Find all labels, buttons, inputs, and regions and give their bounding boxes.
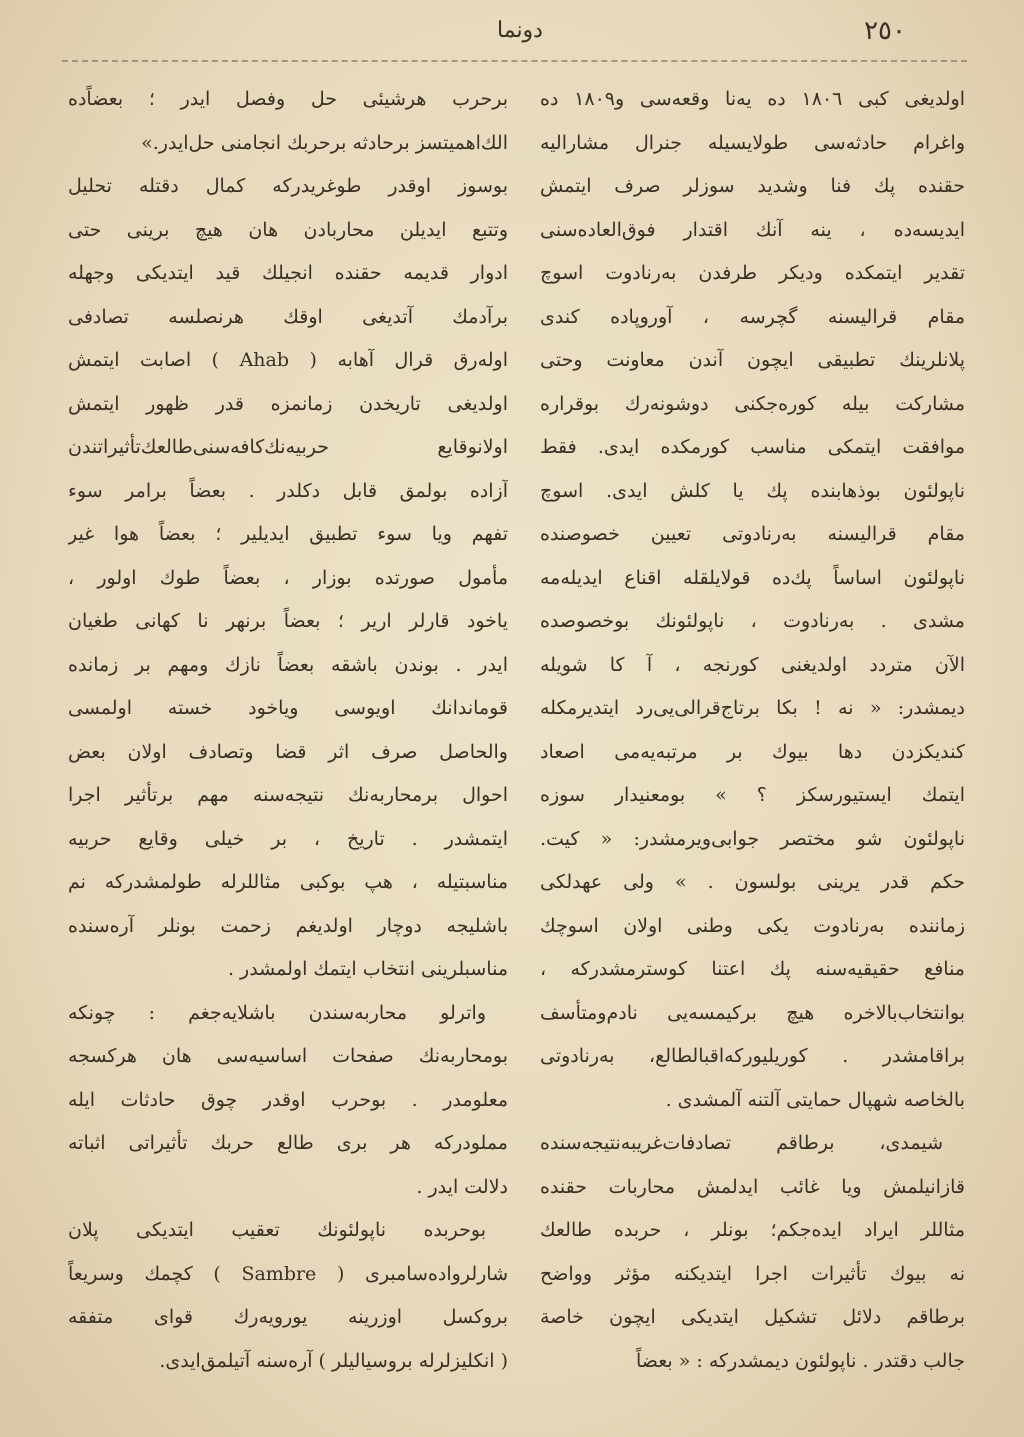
text-line: برآدمك آتدیغی اوقك هرنصلسه تصادفی [68, 305, 508, 328]
text-line: ادوار قدیمه حقنده انجیلك قید ایتدیكی وجهله [68, 262, 508, 284]
text-line: بوحربده ناپولئونك تعقیب ایتدیكی پلان [68, 1219, 486, 1241]
text-line: واترلو محاربه‌سندن باشلایه‌جغم : چونكه [68, 1001, 486, 1024]
text-line: معلومدر . بوحرب اوقدر چوق حادثات ایله [68, 1088, 508, 1111]
page-header [0, 0, 1024, 60]
text-line: منافع حقیقیه‌سنه پك اعتنا كوسترمشدركه ، [540, 958, 965, 980]
left-text-column [68, 78, 508, 1383]
text-line: باشلیجه دوچار اولدیغم زحمت بونلر آره‌سنده [68, 914, 508, 937]
text-line: مشاركت بیله كوره‌جكنی دوشونه‌رك بوقراره [540, 392, 965, 415]
text-line: یاخود قارلر اریر ؛ بعضاً برنهر نا كهانی طغیان [68, 610, 508, 632]
text-line: بروكسل اوزرینه یورویه‌رك قوای متفقه [68, 1306, 508, 1328]
text-line: والحاصل صرف اثر قضا وتصادف اولان بعض [68, 740, 508, 763]
text-line: ناپولئون شو مختصر جوابی‌ویرمشدر: « كیت. [540, 827, 965, 850]
text-line: مناسبتیله ، هپ بوكبی مثاللرله طولمشدركه نم [68, 871, 508, 893]
text-line: اولانوقایع حربیه‌نك‌كافه‌سنی‌طالعك‌تأثیراتندن [68, 436, 508, 458]
running-title: دونما [497, 18, 543, 43]
text-line: تفهم ویا سوء تطبیق ایدیلیر ؛ بعضاً هوا غیر [68, 523, 508, 545]
text-line: مثاللر ایراد ایده‌جكم؛ بونلر ، حربده طالعك [540, 1219, 965, 1241]
text-line: آزاده بولمق قابل دكلدر . بعضاً برامر سوء [68, 479, 508, 502]
text-line: حقنده پك فنا وشدید سوزلر صرف ایتمش [540, 175, 965, 197]
text-line: بالخاصه شهپال حمایتی آلتنه آلمشدی . [665, 1088, 965, 1111]
text-line: حكم قدر یرینی بولسون . » ولی عهدلكی [540, 871, 965, 893]
page-number: ٢٥٠ [864, 16, 906, 46]
text-line: مشدی . بەرنادوت ، ناپولئونك بوخصوصده [540, 610, 965, 632]
text-line: بوسوز اوقدر طوغریدركه كمال دقتله تحلیل [68, 175, 508, 197]
text-line: بومحاربه‌نك صفحات اساسیه‌سی هان هركسجه [68, 1045, 508, 1067]
header-divider [62, 60, 967, 62]
text-line: الك‌اهمیتسز برحادثه برحربك انجامنی حل‌ایدر.» [141, 131, 508, 154]
text-line: مملودركه هر بری طالع حربك تأثیراتی اثباته [68, 1132, 508, 1154]
text-line: تقدیر ایتمكده ودیكر طرفدن بەرنادوت اسوچ [540, 262, 965, 284]
text-line: اولدیغی تاریخدن زمانمزه قدر ظهور ایتمش [68, 392, 508, 415]
text-line: ایتمك ایستیورسكز ؟ » بومعنیدار سوزه [540, 784, 965, 806]
text-line: واغرام حادثه‌سی طولایسیله جنرال مشارالیه [540, 131, 965, 154]
text-line: شیمدی، برطاقم تصادفات‌غریبه‌نتیجه‌سنده [540, 1132, 943, 1154]
text-line: نه بیوك تأثیرات اجرا ایتدیكنه مؤثر وواضح [540, 1262, 965, 1285]
text-line: ایتمشدر . تاریخ ، بر خیلی وقایع حربیه [68, 827, 508, 850]
text-line: مناسبلرینی انتخاب ایتمك اولمشدر . [227, 958, 508, 980]
text-line: الآن متردد اولدیغنی كورنجه ، آ كا شویله [540, 653, 965, 676]
text-line: وتتبع ایدیلن محاربادن هان هیچ برینی حتی [68, 218, 508, 241]
text-line: ناپولئون اساساً پك‌ده قولایلقله اقناع ایدیله‌مه‌ [540, 566, 965, 589]
text-line: براقامشدر . كوریلیوركه‌اقبالطالع، بەرنادوتی [540, 1045, 965, 1067]
text-line: زماننده بەرنادوت یكی وطنی اولان اسوچك [540, 914, 965, 937]
text-line: كندیكزدن دها بیوك بر مرتبه‌یه‌می اصعاد [540, 740, 965, 763]
text-line: ایدیسه‌ده ، ینه آنك اقتدار فوق‌العاده‌سنی [540, 218, 965, 241]
text-line: مأمول صورتده بوزار ، بعضاً طوك اولور ، [68, 566, 508, 589]
text-line: ایدر . بوندن باشقه بعضاً نازك ومهم بر زمانده [68, 653, 508, 676]
text-line: اولدیغی کبی ١٨٠٦ ده یه‌نا وقعه‌سی و١٨٠٩ ده [540, 88, 965, 110]
text-line: موافقت ایتمكی مناسب كورمكده ایدی. فقط [540, 436, 965, 458]
text-line: برطاقم دلائل تشكیل ایتدیكی ایچون خاصة [540, 1306, 965, 1328]
text-line: قوماندانك اویوسی ویاخود خسته اولمسی [68, 697, 508, 719]
text-line: ناپولئون بوذهابنده پك یا كلش ایدی. اسوچ [540, 479, 965, 502]
text-line: برحرب هرشیئی حل وفصل ایدر ؛ بعضاً‌ده [68, 88, 508, 110]
text-line: قازانیلمش ویا غائب ایدلمش محاربات حقنده [540, 1175, 965, 1198]
text-line: دیمشدر: « نه ! بكا برتاج‌قرالی‌یی‌رد ایتدیرمكله [540, 697, 965, 719]
text-line: مقام قرالیسنه بەرنادوتی تعیین خصوصنده [540, 523, 965, 545]
text-line: شارلروا‌ده‌سامبری ( Sambre ) كچمك وسریعاً [68, 1262, 508, 1285]
text-line: احوال برمحاربه‌نك نتیجه‌سنه مهم برتأثیر اجرا [68, 784, 508, 806]
text-line: مقام قرالیسنه گچرسه ، آوروپاده كندی [540, 305, 965, 328]
right-text-column [540, 78, 965, 1383]
text-line: دلالت ایدر . [416, 1175, 508, 1198]
text-line: اوله‌رق قرال آهابه ( Ahab ) اصابت ایتمش [68, 349, 508, 371]
text-line: بوانتخاب‌بالاخره هیچ بركیمسه‌یی نادم‌ومتأسف [540, 1001, 965, 1024]
text-line: پلانلرینك تطبیقی ایچون آندن معاونت وحتی [540, 349, 965, 371]
text-line: ( انكلیزلرله بروسیالیلر ) آره‌سنه آتیلمق‌ایدی. [159, 1349, 508, 1372]
text-line: جالب دقتدر . ناپولئون دیمشدركه : « بعضاً [635, 1349, 965, 1372]
